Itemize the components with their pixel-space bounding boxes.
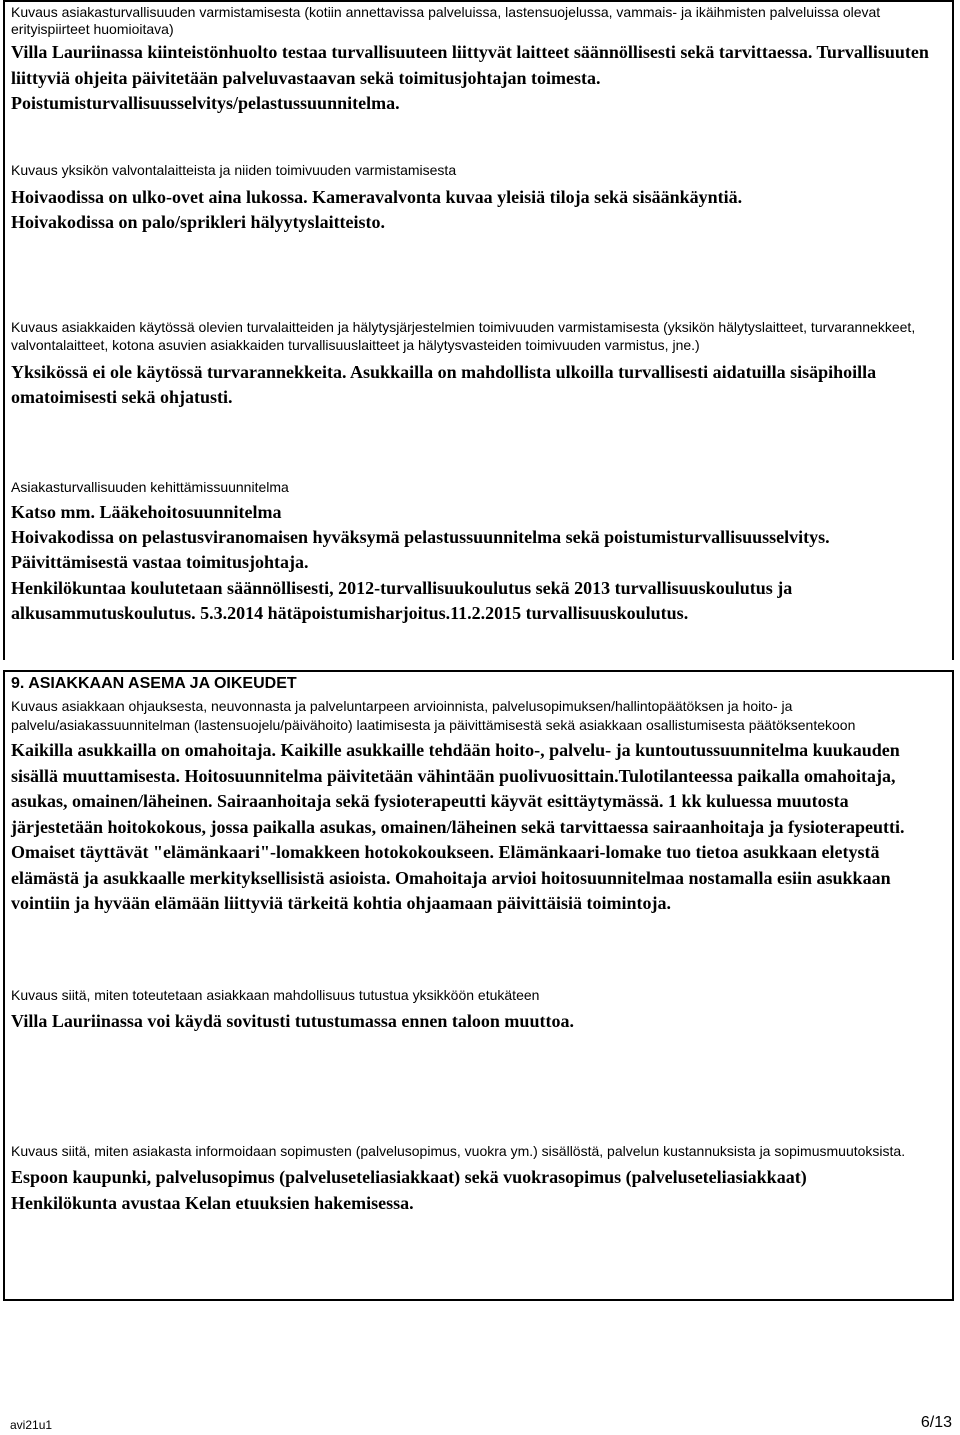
- section-text: Espoon kaupunki, palvelusopimus (palveluseteliasiakkaat) sekä vuokrasopimus (palveluseteliasiakkaat): [11, 1167, 807, 1187]
- section-text: Villa Lauriinassa kiinteistönhuolto testaa turvallisuuteen liittyvät laitteet säännöllisesti sekä tarvittaessa. Turvallisuuten liittyviä ohjeita päivitetään palveluvastaavan sekä toimitusjohtajan toimesta.: [11, 42, 929, 88]
- section-text: Hoivakodissa on pelastusviranomaisen hyväksymä pelastussuunnitelma sekä poistumisturvallisuusselvitys. Päivittämisestä vastaa toimitusjohtaja.: [11, 526, 830, 572]
- section-heading-9: [11, 675, 941, 693]
- section-heading: 9. ASIAKKAAN ASEMA JA OIKEUDET: [11, 675, 297, 692]
- section-text: Yksikössä ei ole käytössä turvarannekkeita. Asukkailla on mahdollista ulkoilla turvallisesti aidatuilla sisäpihoilla omatoimisesti sekä ohjatusti.: [11, 362, 877, 407]
- section-visit: [11, 987, 941, 1034]
- section-alarm: [11, 319, 941, 409]
- section-guidance: [11, 697, 941, 917]
- section-safety: [11, 4, 941, 117]
- section-label: Kuvaus asiakkaiden käytössä olevien turvalaitteiden ja hälytysjärjestelmien toimivuuden varmistamisesta (yksikön hälytyslaitteet, turvarannekkeet, valvontalaitteet, kotona asuvien asiakkaiden turvallisuuslaitteet ja hälytysvasteiden toimivuuden varmistus, jne.): [11, 319, 916, 353]
- section-text: Hoivaodissa on ulko-ovet aina lukossa. Kameravalvonta kuvaa yleisiä tiloja sekä sisäänkäyntiä.: [11, 187, 743, 207]
- section-label: Kuvaus siitä, miten toteutetaan asiakkaan mahdollisuus tutustua yksikköön etukäteen: [11, 987, 540, 1003]
- section-label: Kuvaus siitä, miten asiakasta informoidaan sopimusten (palvelusopimus, vuokra ym.) sisällöstä, palvelun kustannuksista ja sopimusmuutoksista.: [11, 1143, 906, 1159]
- section-contracts: [11, 1142, 941, 1216]
- footer-doc-id: avi21u1: [10, 1418, 53, 1432]
- section-label: Kuvaus yksikön valvontalaitteista ja niiden toimivuuden varmistamisesta: [11, 162, 457, 178]
- section-text: Henkilökunta avustaa Kelan etuuksien hakemisessa.: [11, 1192, 414, 1213]
- section-label: Kuvaus asiakkaan ohjauksesta, neuvonnasta ja palveluntarpeen arvioinnista, palvelusopimuksen/hallintopäätöksen ja hoito- ja palvelu/asiakassuunnitelman (lastensuojelu/päivähoito) laatimisesta ja päivittämisestä sekä asiakkaan osallistumisesta päätöksentekoon: [11, 698, 856, 733]
- section-text: Katso mm. Lääkehoitosuunnitelma: [11, 502, 282, 522]
- section-development: [11, 479, 941, 627]
- section-text: Henkilökuntaa koulutetaan säännöllisesti, 2012-turvallisuukoulutus sekä 2013 turvallisuuskoulutus ja alkusammutuskoulutus. 5.3.2014 hätäpoistumisharjoitus.11.2.2015 turvallisuuskoulutus.: [11, 577, 793, 623]
- section-text: Villa Lauriinassa voi käydä sovitusti tutustumassa ennen taloon muuttoa.: [11, 1011, 574, 1031]
- section-text: Poistumisturvallisuusselvitys/pelastussuunnitelma.: [11, 93, 400, 113]
- section-text: Hoivakodissa on palo/sprikleri hälyytyslaitteisto.: [11, 211, 386, 232]
- section-monitoring: [11, 162, 941, 234]
- section-label: Kuvaus asiakasturvallisuuden varmistamisesta (kotiin annettavissa palveluissa, lastensuojelussa, vammais- ja ikäihmisten palveluissa olevat erityispiirteet huomioitava): [11, 4, 881, 37]
- footer-page-number: 6/13: [920, 1414, 952, 1431]
- section-label: Asiakasturvallisuuden kehittämissuunnitelma: [11, 479, 289, 495]
- section-text: Kaikilla asukkailla on omahoitaja. Kaikille asukkaille tehdään hoito-, palvelu- ja kuntoutussuunnitelma kuukauden sisällä muuttamisesta. Hoitosuunnitelma päivitetään vähintään puolivuosittain.Tulotilanteessa paikalla omahoitaja, asukas, omainen/läheinen. Sairaanhoitaja sekä fysioterapeutti käyvät esittäytymässä. 1 kk kuluessa muutosta järjestetään hoitokokous, jossa paikalla asukas, omainen/läheinen sekä tarvittaessa sairaanhoitaja ja fysioterapeutti. Omaiset täyttävät "elämänkaari"-lomakkeen hotokokoukseen. Elämänkaari-lomake tuo tietoa asukkaan eletystä elämästä ja asukkaalle merkityksellisistä asioista. Omahoitaja arvioi hoitosuunnitelmaa nostamalla esiin asukkaan vointiin ja hyvään elämään liittyviä tärkeitä kohtia ohjaamaan päivittäisiä toimintoja.: [11, 740, 905, 913]
